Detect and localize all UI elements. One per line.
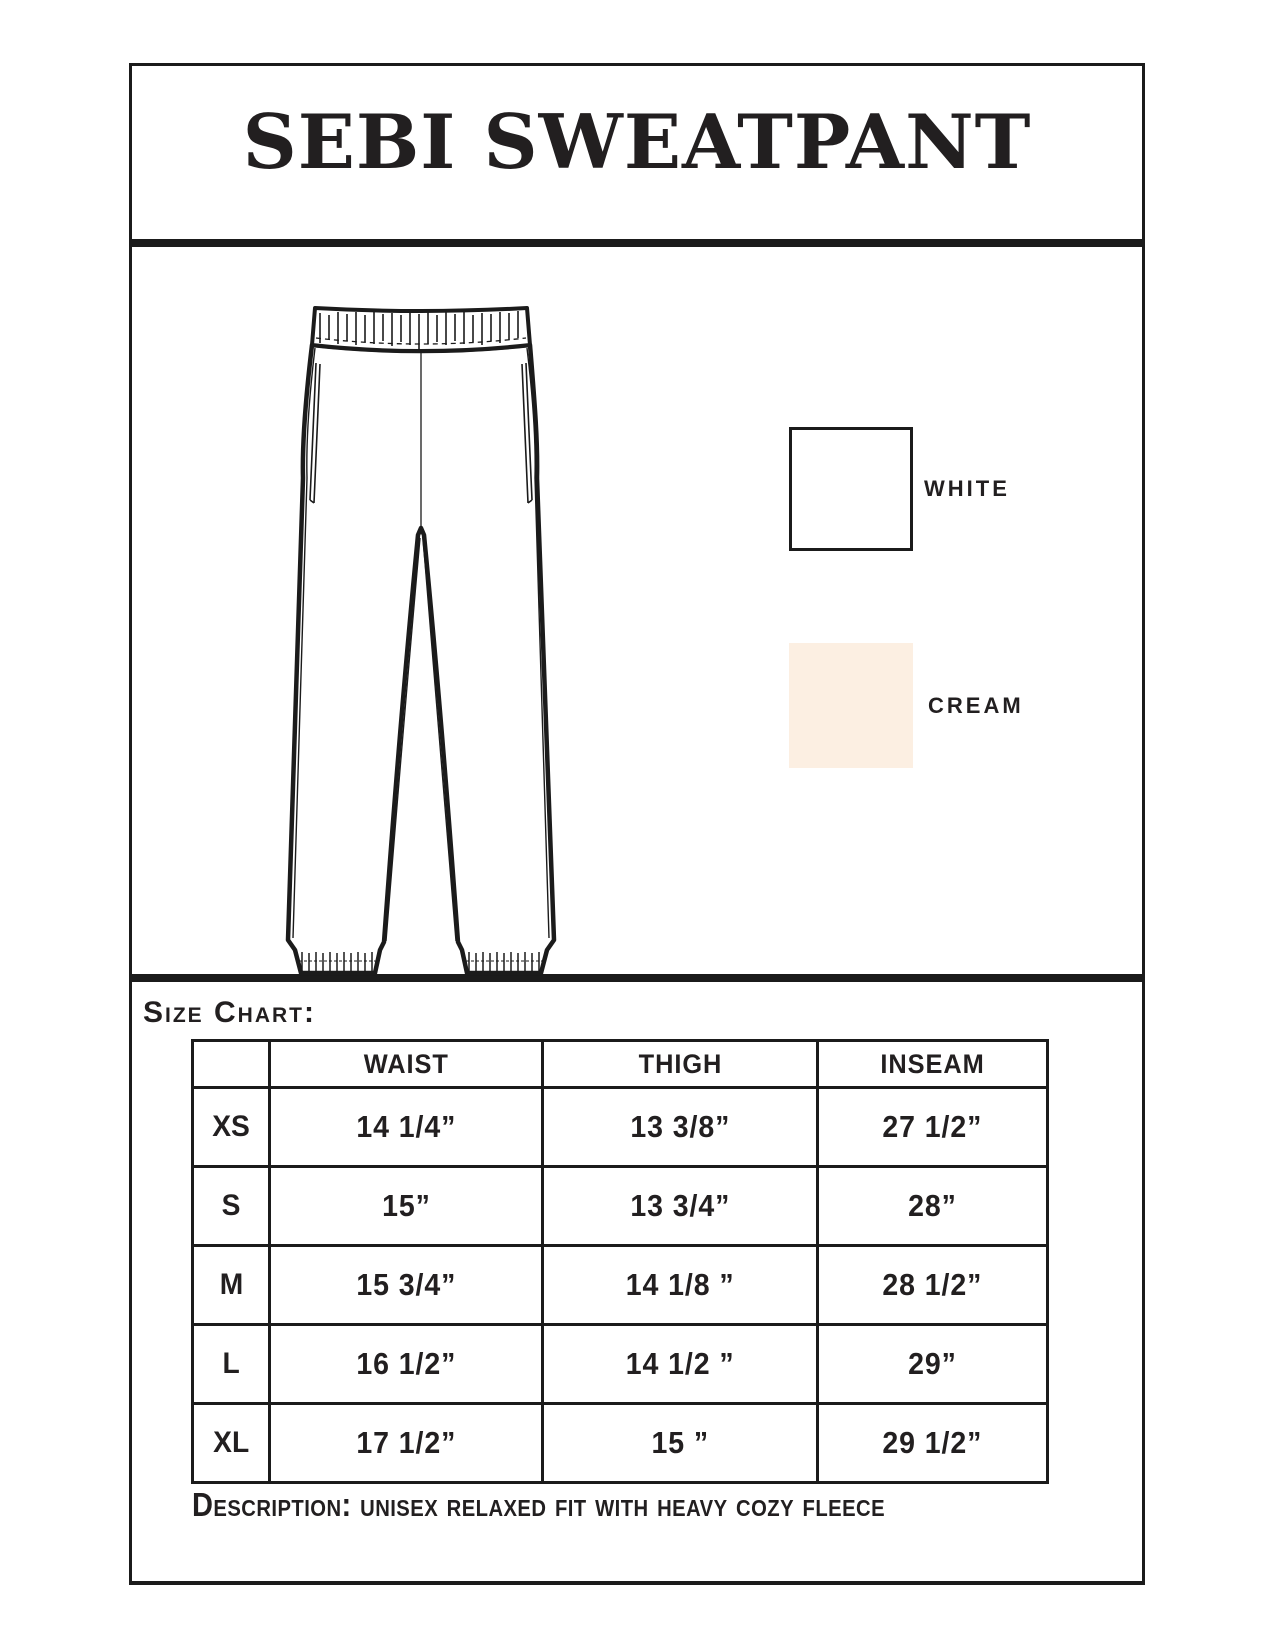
size-label: S — [193, 1167, 270, 1246]
product-drawing-box — [129, 247, 1145, 982]
thigh-value: 14 1/8 ” — [543, 1246, 818, 1325]
inseam-value: 29 1/2” — [818, 1404, 1048, 1483]
table-row-xl — [193, 1404, 1048, 1483]
table-header-row — [193, 1041, 1048, 1088]
table-row-m — [193, 1246, 1048, 1325]
sweatpant-flat-sketch-image — [280, 300, 560, 985]
title-box — [129, 63, 1145, 247]
waistband — [312, 308, 530, 351]
inseam-value: 29” — [818, 1325, 1048, 1404]
table-row-s — [193, 1167, 1048, 1246]
thigh-value: 15 ” — [543, 1404, 818, 1483]
color-swatch-white — [789, 427, 913, 551]
thigh-value: 14 1/2 ” — [543, 1325, 818, 1404]
waist-value: 17 1/2” — [270, 1404, 543, 1483]
thigh-value: 13 3/4” — [543, 1167, 818, 1246]
color-label-white: WHITE — [924, 476, 1010, 501]
header-empty-cell — [193, 1041, 270, 1088]
page-title: SEBI SWEATPANT — [242, 97, 1032, 186]
size-label: XL — [193, 1404, 270, 1483]
header-waist: WAIST — [270, 1041, 543, 1088]
color-label-cream: CREAM — [928, 693, 1024, 718]
description-text: Description: unisex relaxed fit with heavy cozy fleece — [192, 1486, 886, 1523]
waist-value: 14 1/4” — [270, 1088, 543, 1167]
size-label: XS — [193, 1088, 270, 1167]
table-row-l — [193, 1325, 1048, 1404]
color-swatch-cream — [789, 643, 913, 768]
waist-value: 15” — [270, 1167, 543, 1246]
header-inseam: INSEAM — [818, 1041, 1048, 1088]
size-label: M — [193, 1246, 270, 1325]
size-chart-heading: Size Chart: — [143, 996, 316, 1029]
size-chart-box — [129, 982, 1145, 1585]
size-label: L — [193, 1325, 270, 1404]
waist-value: 15 3/4” — [270, 1246, 543, 1325]
waist-value: 16 1/2” — [270, 1325, 543, 1404]
inseam-value: 27 1/2” — [818, 1088, 1048, 1167]
size-chart-table — [191, 1039, 1049, 1484]
inseam-value: 28 1/2” — [818, 1246, 1048, 1325]
inseam-value: 28” — [818, 1167, 1048, 1246]
header-thigh: THIGH — [543, 1041, 818, 1088]
thigh-value: 13 3/8” — [543, 1088, 818, 1167]
table-row-xs — [193, 1088, 1048, 1167]
